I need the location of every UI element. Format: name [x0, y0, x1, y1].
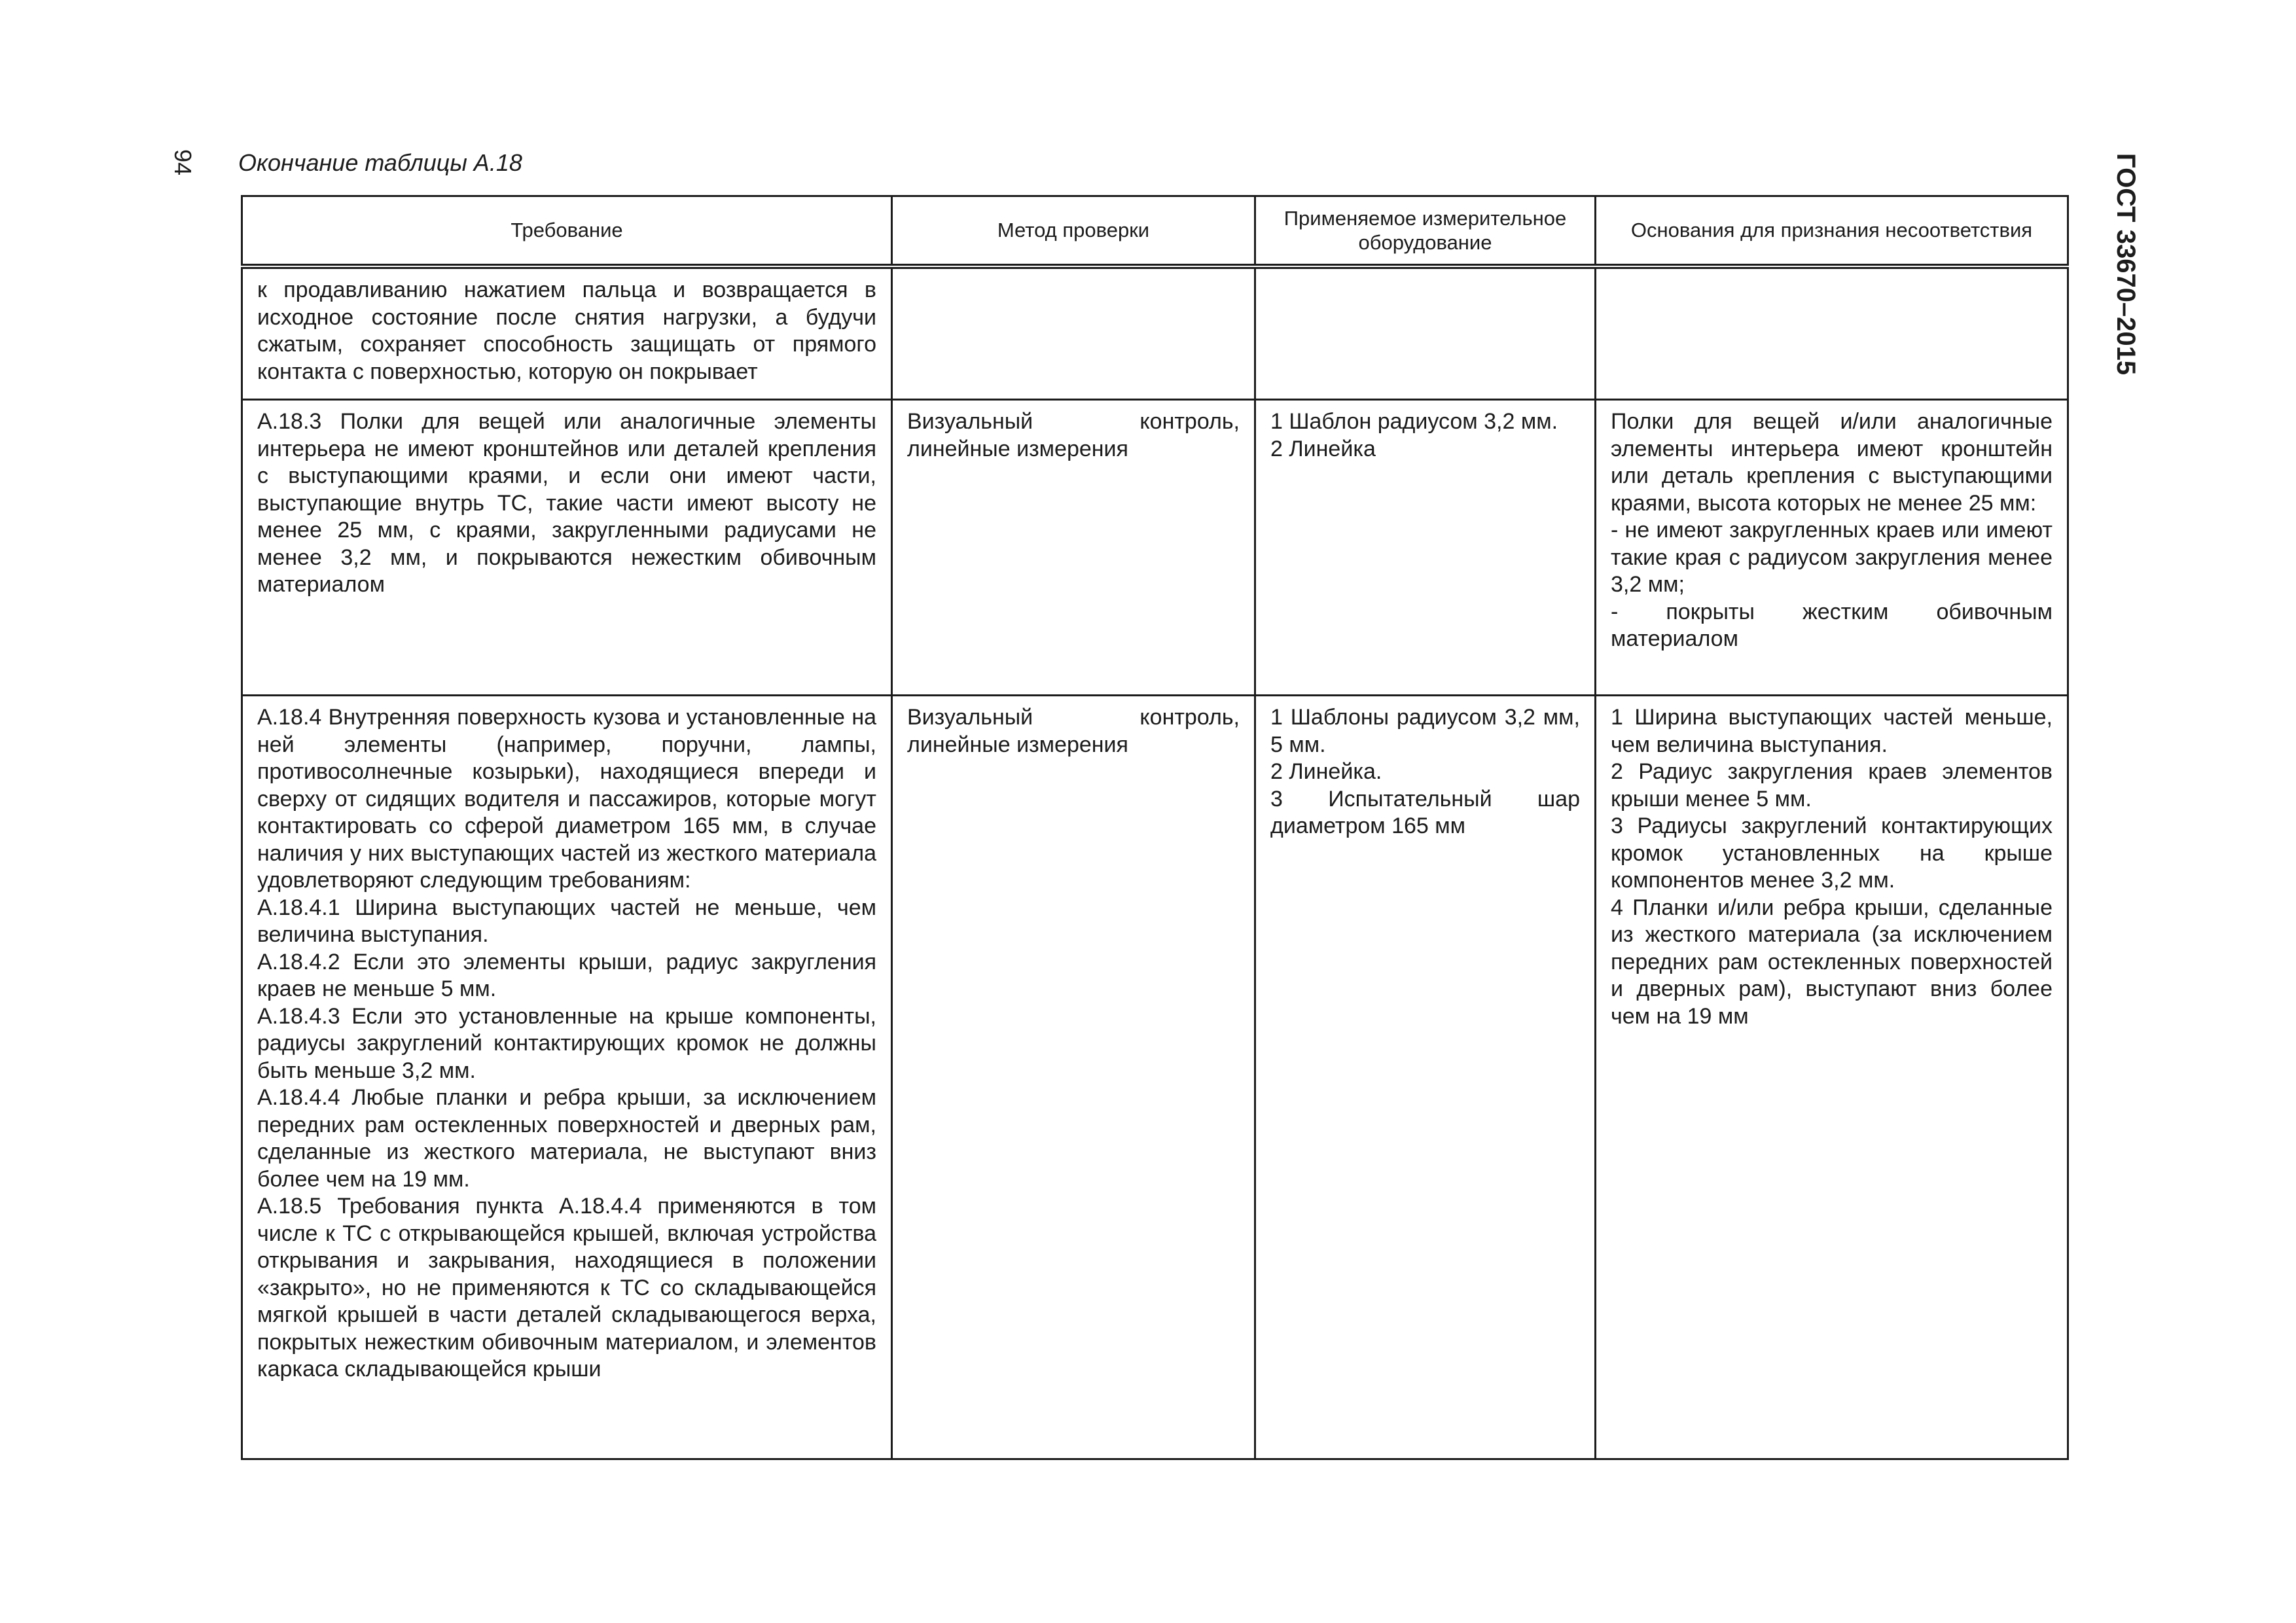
page-number: 94	[170, 149, 196, 176]
cell-requirement	[242, 696, 892, 1459]
header-basis: Основания для признания несоответствия	[1596, 196, 2068, 267]
cell-text: 3 Испытательный шар диаметром 165 мм	[1270, 786, 1580, 838]
cell-method	[892, 696, 1255, 1459]
cell-equipment	[1255, 266, 1596, 400]
cell-text: 2 Линейка.	[1270, 759, 1382, 784]
cell-text: 1 Ширина выступающих частей меньше, чем величина выступания.	[1611, 705, 2053, 757]
table-caption: Окончание таблицы А.18	[238, 149, 522, 176]
cell-requirement	[242, 266, 892, 400]
cell-text: А.18.4.4 Любые планки и ребра крыши, за исключением передних рам остекленных поверхностей и дверных рам, сделанные из жесткого материала, не выступают вниз более чем на 19 мм.	[257, 1085, 876, 1192]
header-equipment: Применяемое измерительное оборудование	[1255, 196, 1596, 267]
cell-basis	[1596, 400, 2068, 696]
cell-basis	[1596, 266, 2068, 400]
standard-code: ГОСТ 33670–2015	[2111, 153, 2140, 376]
header-method: Метод проверки	[892, 196, 1255, 267]
cell-text: 4 Планки и/или ребра крыши, сделанные из жесткого материала (за исключением передних рам остекленных поверхностей и дверных рам), выступают вниз более чем на 19 мм	[1611, 895, 2053, 1029]
cell-method	[892, 266, 1255, 400]
requirements-table	[241, 195, 2069, 1460]
cell-text: 1 Шаблон радиусом 3,2 мм.	[1270, 409, 1558, 434]
cell-basis	[1596, 696, 2068, 1459]
cell-text: А.18.3 Полки для вещей или аналогичные элементы интерьера не имеют кронштейнов или деталей крепления с выступающими краями, и если они имеют части, выступающие внутрь ТС, такие части имеют высоту не менее 25 мм, с краями, закругленными радиусами не менее 3,2 мм, и покрываются нежестким обивочным материалом	[257, 409, 876, 597]
table-row	[242, 400, 2068, 696]
cell-text: 3 Радиусы закруглений контактирующих кромок установленных на крыше компонентов менее 3,2 мм.	[1611, 813, 2053, 893]
cell-text: 2 Линейка	[1270, 436, 1376, 461]
cell-text: - покрыты жестким обивочным материалом	[1611, 599, 2053, 651]
cell-requirement	[242, 400, 892, 696]
cell-text: А.18.4 Внутренняя поверхность кузова и установленные на ней элементы (например, поручни, лампы, противосолнечные козырьки), находящиеся впереди и сверху от сидящих водителя и пассажиров, которые могут контактировать со сферой диаметром 165 мм, в случае наличия у них выступающих частей из жесткого материала удовлетворяют следующим требованиям:	[257, 705, 876, 893]
cell-text: Полки для вещей и/или аналогичные элементы интерьера имеют кронштейн или деталь крепления с выступающими краями, высота которых не менее 25 мм:	[1611, 409, 2053, 516]
cell-equipment	[1255, 400, 1596, 696]
cell-text: А.18.5 Требования пункта А.18.4.4 применяются в том числе к ТС с открывающейся крышей, включая устройства открывания и закрывания, находящиеся в положении «закрыто», но не применяются к ТС со складывающейся мягкой крышей в части деталей складывающегося верха, покрытых нежестким обивочным материалом, и элементов каркаса складывающейся крыши	[257, 1194, 876, 1382]
cell-text: А.18.4.2 Если это элементы крыши, радиус закругления краев не меньше 5 мм.	[257, 949, 876, 1001]
cell-text: к продавливанию нажатием пальца и возвращается в исходное состояние после снятия нагрузки, а будучи сжатым, сохраняет способность защищать от прямого контакта с поверхностью, которую он покрывает	[257, 277, 876, 384]
cell-text: 1 Шаблоны радиусом 3,2 мм, 5 мм.	[1270, 705, 1580, 757]
table-header-row	[242, 196, 2068, 267]
cell-text: 2 Радиус закругления краев элементов крыши менее 5 мм.	[1611, 759, 2053, 812]
cell-text: А.18.4.1 Ширина выступающих частей не меньше, чем величина выступания.	[257, 895, 876, 947]
table-row	[242, 696, 2068, 1459]
cell-method	[892, 400, 1255, 696]
cell-text: - не имеют закругленных краев или имеют такие края с радиусом закругления менее 3,2 мм;	[1611, 518, 2053, 597]
table-row	[242, 266, 2068, 400]
cell-text: Визуальный контроль, линейные измерения	[907, 705, 1240, 757]
cell-text: Визуальный контроль, линейные измерения	[907, 409, 1240, 461]
cell-text: А.18.4.3 Если это установленные на крыше компоненты, радиусы закруглений контактирующих кромок не должны быть меньше 3,2 мм.	[257, 1003, 876, 1083]
cell-equipment	[1255, 696, 1596, 1459]
header-requirement: Требование	[242, 196, 892, 267]
